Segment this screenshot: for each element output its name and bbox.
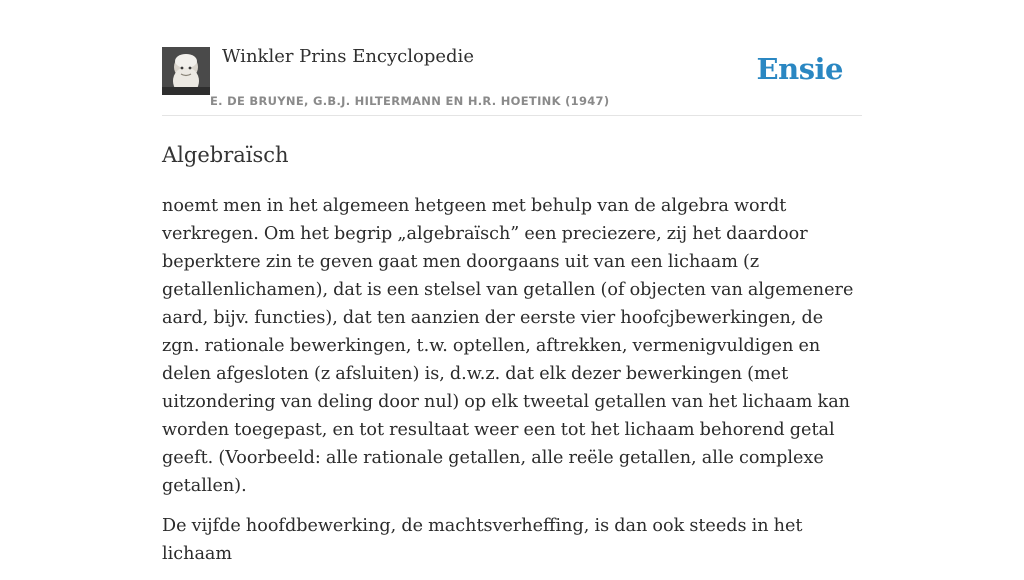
authors-line: E. DE BRUYNE, G.B.J. HILTERMANN EN H.R. HOETINK (1947) [210, 94, 610, 108]
entry-paragraph: De vijfde hoofdbewerking, de machtsverheffing, is dan ook steeds in het lichaam [162, 516, 803, 564]
entry-paragraph: noemt men in het algemeen hetgeen met behulp van de algebra wordt verkregen. Om het begrip „algebraïsch” een preciezere, zij het daardoor beperktere zin te geven gaat men doorgaans uit van een lichaam (z getallenlichamen), dat is een stelsel van getallen (of objecten van algemenere aard, bijv. functies), dat ten aanzien der eerste vier hoofcjbewerkingen, de zgn. rationale bewerkingen, t.w. optellen, aftrekken, vermenigvuldigen en delen afgesloten (z afsluiten) is, d.w.z. dat elk dezer bewerkingen (met uitzondering van deling door nul) op elk tweetal getallen van het lichaam kan worden toegepast, en tot resultaat weer een tot het lichaam behorend getal geeft. (Voorbeeld: alle rationale getallen, alle reële getallen, alle complexe getallen). [162, 196, 854, 496]
page [162, 0, 862, 580]
entry-body [162, 192, 862, 568]
site-header [162, 0, 862, 116]
brand-logo[interactable]: Ensie [756, 52, 843, 86]
site-title[interactable]: Winkler Prins Encyclopedie [222, 46, 474, 67]
entry-title: Algebraïsch [162, 143, 289, 167]
portrait-avatar-icon[interactable] [162, 47, 210, 95]
